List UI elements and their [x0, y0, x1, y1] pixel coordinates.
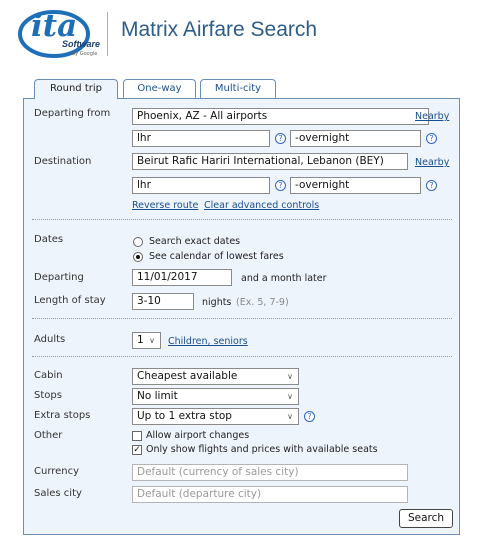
section-divider	[32, 318, 452, 319]
chevron-down-icon: ∨	[287, 372, 293, 381]
extra-stops-select[interactable]	[132, 408, 299, 425]
tab-multi-city[interactable]: Multi-city	[200, 79, 276, 98]
page-title: Matrix Airfare Search	[121, 18, 318, 41]
destination-option-input[interactable]: -overnight	[290, 177, 421, 194]
tab-one-way[interactable]: One-way	[123, 79, 196, 98]
adults-select[interactable]	[132, 332, 161, 349]
reverse-route-link[interactable]: Reverse route	[132, 200, 199, 211]
extra-stops-help-icon[interactable]: ?	[304, 411, 315, 422]
length-of-stay-label: Length of stay	[34, 295, 106, 306]
chevron-down-icon: ∨	[149, 336, 155, 345]
destination-option-help-icon[interactable]: ?	[426, 180, 437, 191]
departing-code-input[interactable]: lhr	[132, 130, 270, 147]
adults-value: 1	[137, 334, 144, 346]
logo-wordmark: ita	[31, 8, 78, 44]
stops-label: Stops	[34, 390, 62, 401]
destination-nearby-link[interactable]: Nearby	[415, 157, 450, 168]
cabin-select[interactable]	[132, 368, 299, 385]
departing-date-label: Departing	[34, 272, 84, 283]
section-divider	[32, 219, 452, 220]
dates-label: Dates	[34, 234, 64, 245]
stops-value: No limit	[137, 390, 178, 402]
ita-software-logo	[18, 8, 114, 64]
adults-label: Adults	[34, 334, 66, 345]
other-label: Other	[34, 430, 63, 441]
destination-code-input[interactable]: lhr	[132, 177, 270, 194]
destination-code-help-icon[interactable]: ?	[275, 180, 286, 191]
extra-stops-label: Extra stops	[34, 410, 91, 421]
stay-hint: (Ex. 5, 7-9)	[236, 297, 289, 308]
clear-advanced-link[interactable]: Clear advanced controls	[204, 200, 320, 211]
nights-unit: nights	[202, 297, 232, 308]
chevron-down-icon: ∨	[287, 412, 293, 421]
header-divider	[107, 12, 108, 56]
length-of-stay-input[interactable]: 3-10	[132, 293, 194, 310]
allow-airport-changes-label: Allow airport changes	[146, 430, 250, 441]
sales-city-label: Sales city	[34, 488, 82, 499]
search-button[interactable]: Search	[399, 509, 453, 528]
exact-dates-radio[interactable]	[133, 237, 143, 247]
departing-nearby-link[interactable]: Nearby	[415, 111, 450, 122]
calendar-label: See calendar of lowest fares	[149, 251, 284, 262]
children-seniors-link[interactable]: Children, seniors	[168, 336, 248, 347]
only-available-label: Only show flights and prices with available seats	[146, 444, 378, 455]
departing-from-label: Departing from	[34, 108, 111, 119]
departing-option-input[interactable]: -overnight	[290, 130, 421, 147]
stops-select[interactable]	[132, 388, 299, 405]
cabin-value: Cheapest available	[137, 370, 238, 382]
currency-input[interactable]: Default (currency of sales city)	[132, 464, 408, 481]
logo-subtitle: Software	[62, 39, 101, 49]
cabin-label: Cabin	[34, 370, 63, 381]
allow-airport-changes-checkbox[interactable]	[132, 431, 142, 441]
destination-label: Destination	[34, 156, 92, 167]
destination-input[interactable]: Beirut Rafic Hariri International, Lebanon (BEY)	[132, 153, 408, 170]
exact-dates-label: Search exact dates	[149, 236, 241, 247]
search-form-panel	[23, 98, 460, 535]
departing-option-help-icon[interactable]: ?	[426, 133, 437, 144]
tab-round-trip[interactable]: Round trip	[34, 79, 118, 99]
departing-from-input[interactable]: Phoenix, AZ - All airports	[132, 108, 429, 125]
currency-label: Currency	[34, 466, 80, 477]
departing-code-help-icon[interactable]: ?	[275, 133, 286, 144]
logo-byline: by Google	[72, 51, 98, 57]
section-divider	[32, 356, 452, 357]
chevron-down-icon: ∨	[287, 392, 293, 401]
extra-stops-value: Up to 1 extra stop	[137, 410, 232, 422]
only-available-checkbox[interactable]: ✓	[133, 445, 141, 455]
sales-city-input[interactable]: Default (departure city)	[132, 486, 408, 503]
calendar-radio[interactable]	[133, 252, 143, 262]
departing-date-input[interactable]: 11/01/2017	[132, 269, 232, 286]
date-range-note: and a month later	[241, 273, 327, 284]
